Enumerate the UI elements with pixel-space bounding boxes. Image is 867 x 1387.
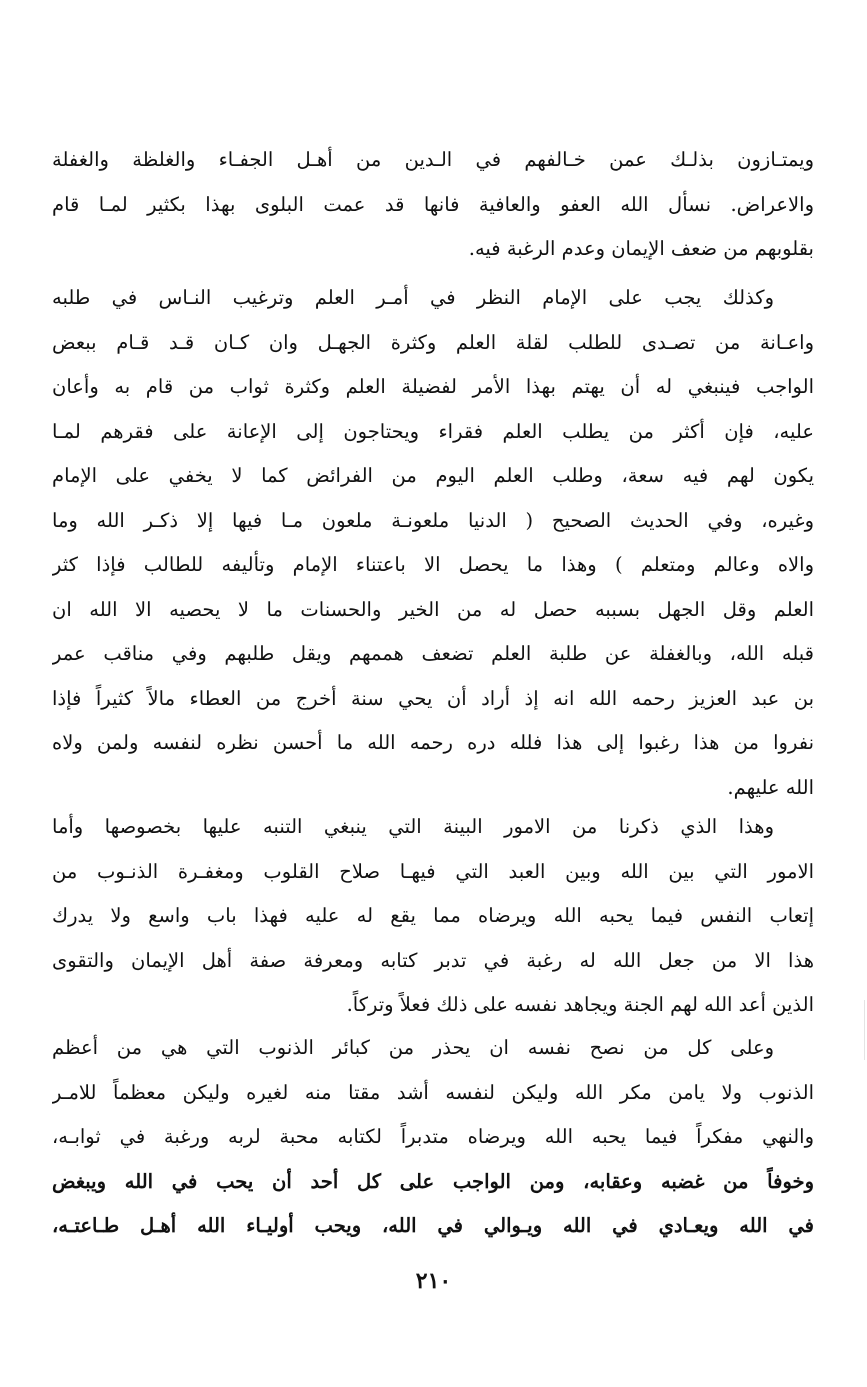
paragraph-4 bbox=[52, 1026, 814, 1249]
text-line: الامور التي بين الله وبين العبد التي فيهـا صلاح القلوب ومغفـرة الذنـوب من bbox=[52, 859, 814, 883]
text-line: إتعاب النفس فيما يحبه الله ويرضاه مما يقع له عليه فهذا باب واسع ولا يدرك bbox=[52, 904, 814, 927]
text-line: نفروا من هذا رغبوا إلى هذا فلله دره رحمه الله ما أحسن نظره لنفسه ولمن ولاه bbox=[52, 731, 814, 754]
text-line: وخوفاً من غضبه وعقابه، ومن الواجب على كل أحد أن يحب في الله ويبغض bbox=[52, 1169, 814, 1193]
text-line: الله عليهم. bbox=[727, 775, 814, 799]
text-line: وهذا الذي ذكرنا من الامور البينة التي ينبغي التنبه عليها بخصوصها وأما bbox=[52, 815, 774, 838]
text-line: بقلوبهم من ضعف الإيمان وعدم الرغبة فيه. bbox=[468, 237, 814, 260]
text-line: ويمتـازون بذلـك عمن خـالفهم في الـدين من أهـل الجفـاء والغلظة والغفلة bbox=[52, 148, 814, 171]
text-line: واعـانة من تصـدى للطلب لقلة العلم وكثرة الجهـل وان كـان قـد قـام ببعض bbox=[52, 330, 814, 354]
text-line: الذين أعد الله لهم الجنة ويجاهد نفسه على ذلك فعلاً وتركاً. bbox=[346, 993, 814, 1016]
text-line: في الله ويعـادي في الله ويـوالي في الله، ويحب أوليـاء الله أهـل طـاعتـه، bbox=[52, 1214, 814, 1237]
text-line: العلم وقل الجهل بسببه حصل له من الخير والحسنات ما لا يحصيه الا الله ان bbox=[52, 597, 814, 621]
text-line: عليه، فإن أكثر من يطلب العلم فقراء ويحتاجون إلى الإعانة على فقرهم لمـا bbox=[52, 419, 814, 443]
text-line: بن عبد العزيز رحمه الله انه إذ أراد أن يحي سنة أخرج من العطاء مالاً كثيراً فإذا bbox=[52, 686, 814, 710]
text-line: وكذلك يجب على الإمام النظر في أمـر العلم وترغيب النـاس في طلبه bbox=[52, 286, 774, 309]
paragraph-1 bbox=[52, 138, 814, 272]
page-edge-divider bbox=[864, 1000, 865, 1060]
text-line: وغيره، وفي الحديث الصحيح ( الدنيا ملعونـة ملعون مـا فيها إلا ذكـر الله وما bbox=[52, 508, 814, 532]
text-line: يكون لهم فيه سعة، وطلب العلم اليوم من الفرائض كما لا يخفي على الإمام bbox=[52, 464, 814, 487]
text-line: الذنوب ولا يامن مكر الله وليكن لنفسه أشد مقتا منه لغيره وليكن معظماً للامـر bbox=[52, 1080, 814, 1104]
text-line: والاه وعالم ومتعلم ) وهذا ما يحصل الا باعتناء الإمام وتأليفه للطالب فإذا كثر bbox=[52, 553, 814, 576]
paragraph-2 bbox=[52, 276, 814, 810]
text-line: قبله الله، وبالغفلة عن طلبة العلم تضعف هممهم ويقل طلبهم وفي مناقب عمر bbox=[52, 642, 814, 665]
page-number: ٢١٠ bbox=[415, 1268, 452, 1294]
text-line: والاعراض. نسأل الله العفو والعافية فانها قد عمت البلوى بهذا بكثير لمـا قام bbox=[52, 192, 814, 216]
paragraph-3 bbox=[52, 805, 814, 1028]
text-line: والنهي مفكراً فيما يحبه الله ويرضاه متدبراً لكتابه محبة لربه ورغبة في ثوابـه، bbox=[52, 1125, 814, 1148]
text-line: الواجب فينبغي له أن يهتم بهذا الأمر لفضيلة العلم وكثرة ثواب من قام به وأعان bbox=[52, 375, 814, 398]
text-line: وعلى كل من نصح نفسه ان يحذر من كبائر الذنوب التي هي من أعظم bbox=[52, 1036, 774, 1059]
text-line: هذا الا من جعل الله له رغبة في تدبر كتابه ومعرفة صفة أهل الإيمان والتقوى bbox=[52, 948, 814, 972]
